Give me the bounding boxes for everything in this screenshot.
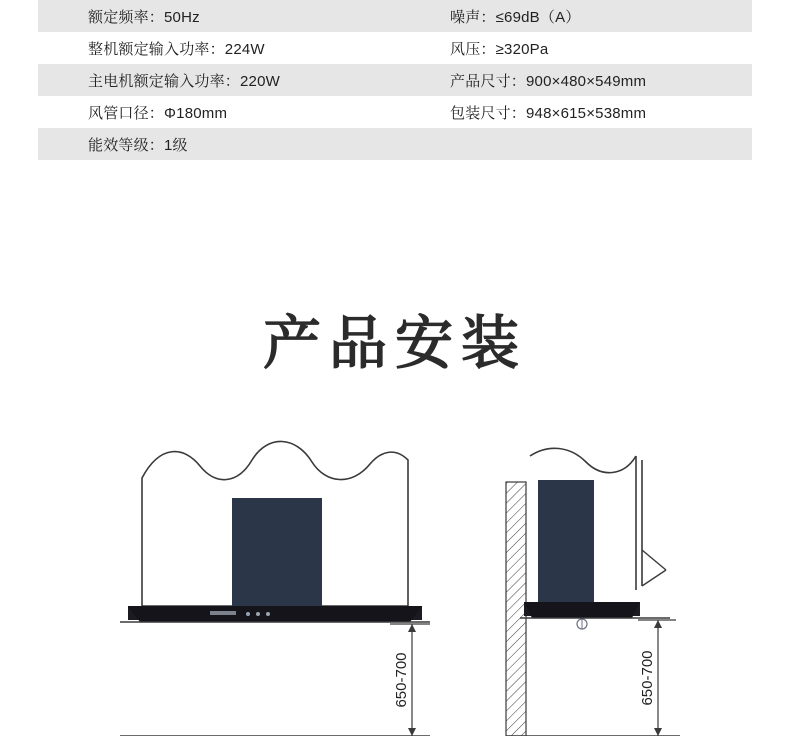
wall-hatch	[506, 482, 526, 736]
hood-chimney	[538, 480, 594, 602]
spec-cell-right: 产品尺寸：900×480×549mm	[450, 72, 647, 90]
spec-cell-left: 能效等级：1级	[88, 136, 188, 154]
cabinet-outline	[530, 448, 636, 472]
brand-mark	[210, 611, 236, 615]
spec-cell-right: 包装尺寸：948×615×538mm	[450, 104, 647, 122]
control-indicator-icon	[246, 612, 250, 616]
arrow-head-down-icon	[408, 728, 416, 736]
hood-front-panel	[128, 606, 422, 622]
spec-cell-right: 噪声：≤69dB（A）	[450, 8, 581, 26]
spec-cell-left: 整机额定输入功率：224W	[88, 40, 265, 58]
spec-cell-left: 风管口径：Φ180mm	[88, 104, 228, 122]
control-indicator-icon	[256, 612, 260, 616]
table-row	[38, 64, 752, 96]
arrow-head-down-icon	[654, 728, 662, 736]
cabinet-door-line	[642, 550, 666, 570]
spec-cell-left: 额定频率：50Hz	[88, 8, 200, 26]
table-row	[38, 128, 752, 160]
side-view-diagram	[490, 430, 710, 736]
hood-front-panel	[524, 602, 640, 618]
spec-table	[38, 0, 752, 160]
arrow-head-up-icon	[654, 620, 662, 628]
spec-cell-left: 主电机额定输入功率：220W	[88, 72, 280, 90]
spec-cell-right: 风压：≥320Pa	[450, 40, 549, 58]
hood-chimney	[232, 498, 322, 606]
dimension-label: 650-700	[639, 650, 656, 706]
cabinet-door-line	[642, 570, 666, 586]
table-row	[38, 96, 752, 128]
arrow-head-up-icon	[408, 624, 416, 632]
page-title: 产品安装	[262, 311, 527, 376]
front-view-diagram	[120, 430, 450, 736]
table-row	[38, 32, 752, 64]
table-row	[38, 0, 752, 32]
dimension-label: 650-700	[393, 652, 410, 708]
control-indicator-icon	[266, 612, 270, 616]
installation-diagrams	[0, 430, 790, 736]
